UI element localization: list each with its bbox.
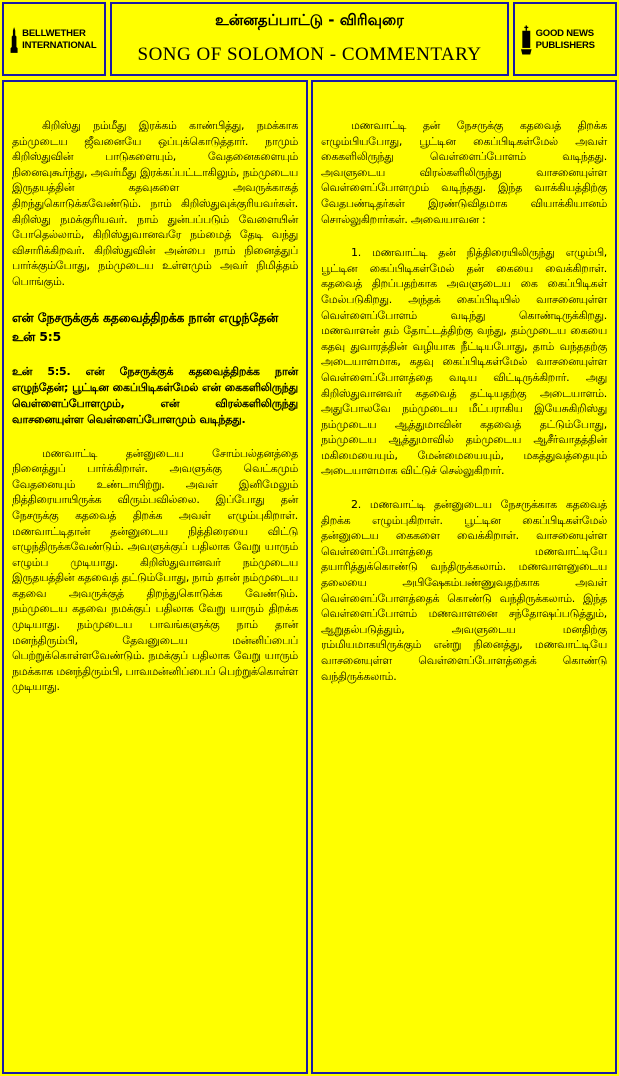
paragraph: கிறிஸ்து நம்மீது இரக்கம் காண்பித்து, நமக்காக தம்முடைய ஜீவனையே ஒப்புக்கொடுத்தார். நாமும் கிறிஸ்துவின் பாடுகளையும், வேதனைகளையும் நினைவுகூர்ந்து, அவர்மீது இரக்கப்பட்டாகிலும், நம்முடைய இருதயத்தின் கதவுகளை அவருக்காகத் திறந்துகொடுக்கவேண்டும். நாம் கிறிஸ்துவுக்குரியவர்கள். கிறிஸ்து நமக்குரியவர். நாம் துன்பப்படும் வேளையின் போதெல்லாம், கிறிஸ்துவானவரே நம்மைத் தேடி வந்து விசாரிக்கிறவர். கிறிஸ்துவின் அன்பை நாம் நினைத்துப் பார்க்கும்போது, நம்முடைய உள்ளமும் அவர் நிமித்தம் பொங்கும். xyxy=(12,119,298,288)
right-column xyxy=(311,80,617,1074)
verse-text: உன் 5:5. என் நேசருக்குக் கதவைத்திறக்க நான் எழுந்தேன்; பூட்டின கைப்பிடிகள்மேல் என் கைகளிலிருந்து வெள்ளைப்போளமும், என் விரல்களிலிருந்து வாசனையுள்ள வெள்ளைப்போளமும் வடிந்தது. xyxy=(12,364,298,426)
paragraph: மணவாட்டி தன் நேசருக்கு கதவைத் திறக்க எழும்பியபோது, பூட்டின கைப்பிடிகள்மேல் அவள் கைகளிலிருந்து வெள்ளைப்போளம் வடிந்தது. அவளுடைய விரல்களிலிருந்து வாசனையுள்ள வெள்ளைப்போளமும் வடிந்தது. இந்த வாக்கியத்திற்கு வேதபண்டிதர்கள் இரண்டுவிதமாக வியாக்கியானம் சொல்லுகிறார்கள். அவையாவன : xyxy=(321,119,607,226)
title-tamil: உன்னதப்பாட்டு - விரிவுரை xyxy=(215,11,404,29)
title-english: SONG OF SOLOMON - COMMENTARY xyxy=(137,44,482,65)
left-column xyxy=(2,80,308,1074)
left-logo-text: BELLWETHER INTERNATIONAL xyxy=(22,28,97,51)
section-heading: என் நேசருக்குக் கதவைத்திறக்க நான் எழுந்தேன் உன் 5:5 xyxy=(12,309,279,344)
bible-book-icon xyxy=(521,18,532,62)
publisher-logo-left xyxy=(2,2,106,76)
bellwether-logo-icon xyxy=(10,18,18,62)
right-logo-text: GOOD NEWS PUBLISHERS xyxy=(535,28,595,51)
publisher-logo-right xyxy=(513,2,617,76)
title-banner xyxy=(110,2,509,76)
paragraph: மணவாட்டி தன்னுடைய சோம்பல்தனத்தை நினைத்துப் பார்க்கிறாள். அவளுக்கு வெட்கமும் வேதனையும் உண்டாயிற்று. அவள் இனிமேலும் நித்திரையாயிருக்க விரும்பவில்லை. இப்போது தன் நேசருக்கு கதவைத் திறக்க அவள் எழும்புகிறாள். மணவாட்டிதான் தன்னுடைய நித்திரையை விட்டு எழுந்திருக்கவேண்டும். அவளுக்குப் பதிலாக வேறு யாரும் எழும்ப முடியாது. கிறிஸ்துவானவர் நம்முடைய இருதயத்தின் கதவைத் தட்டும்போது, நாம் தான் நம்முடைய கதவை அவருக்குத் திறந்துகொடுக்க வேண்டும். நம்முடைய கதவை நமக்குப் பதிலாக வேறு யாரும் திறக்க முடியாது. நம்முடைய பாவங்களுக்கு நாம் தான் மனந்திரும்பி, தேவனுடைய மன்னிப்பைப் பெற்றுக்கொள்ளவேண்டும். நமக்குப் பதிலாக வேறு யாரும் நமக்காக மனந்திரும்பி, பாவமன்னிப்பைப் பெற்றுக்கொள்ள முடியாது. xyxy=(12,446,298,694)
paragraph: 2. மணவாட்டி தன்னுடைய நேசருக்காக கதவைத் திறக்க எழும்புகிறாள். பூட்டின கைப்பிடிகள்மேல் தன்னுடைய கைகளை வைக்கிறாள். வாசனையுள்ள வெள்ளைப்போளத்தை மணவாட்டியே தயாரித்துக்கொண்டு வந்திருக்கலாம். மணவாளனுடைய தலையை அபிஷேகம்பண்ணுவதற்காக அவள் வெள்ளைப்போளத்தைக் கொண்டு வந்திருக்கலாம். இந்த வெள்ளைப்போளம் மணவாளனை சந்தோஷப்படுத்தும், ஆறுதல்படுத்தும், அவளுடைய மனதிற்கு ரம்மியமாகயிருக்கும் என்று நினைத்து, மணவாட்டியே வாசனையுள்ள வெள்ளைப்போளத்தைக் கொண்டு வந்திருக்கலாம். xyxy=(321,498,607,683)
paragraph: 1. மணவாட்டி தன் நித்திரையிலிருந்து எழும்பி, பூட்டின கைப்பிடிகள்மேல் தன் கையை வைக்கிறாள். கதவைத் திறப்பதற்காக அவளுடைய கை கைப்பிடிகள் மேல்படுகிறது. அந்தக் கைப்பிடியில் வாசனையுள்ள வெள்ளைப்போளம் வடிந்து கொண்டிருக்கிறது. மணவாளன் தம் தோட்டத்திற்கு வந்து, தம்முடைய கையை கதவு துவாரத்தின் வழியாக நீட்டியபோது, தாம் வந்ததற்கு அடையாளமாக, கதவு கைப்பிடிகள்மேல் வாசனையுள்ள வெள்ளைப்போளத்தை வடிய விட்டிருக்கிறார். அது கிறிஸ்துவானவர் கதவைத் தட்டியதற்கு அடையாளம். அதுபோலவே நம்முடைய மீட்பராகிய இயேசுகிறிஸ்து நம்முடைய ஆத்துமாவின் கதவைத் தட்டும்போது, நம்முடைய ஆத்துமாவில் தம்முடைய ஆசீர்வாதத்தின் மகிமையையும், மேன்மையையும், மகத்துவத்தையும் அடையாளமாக விட்டுச் செல்லுகிறார். xyxy=(321,246,607,478)
